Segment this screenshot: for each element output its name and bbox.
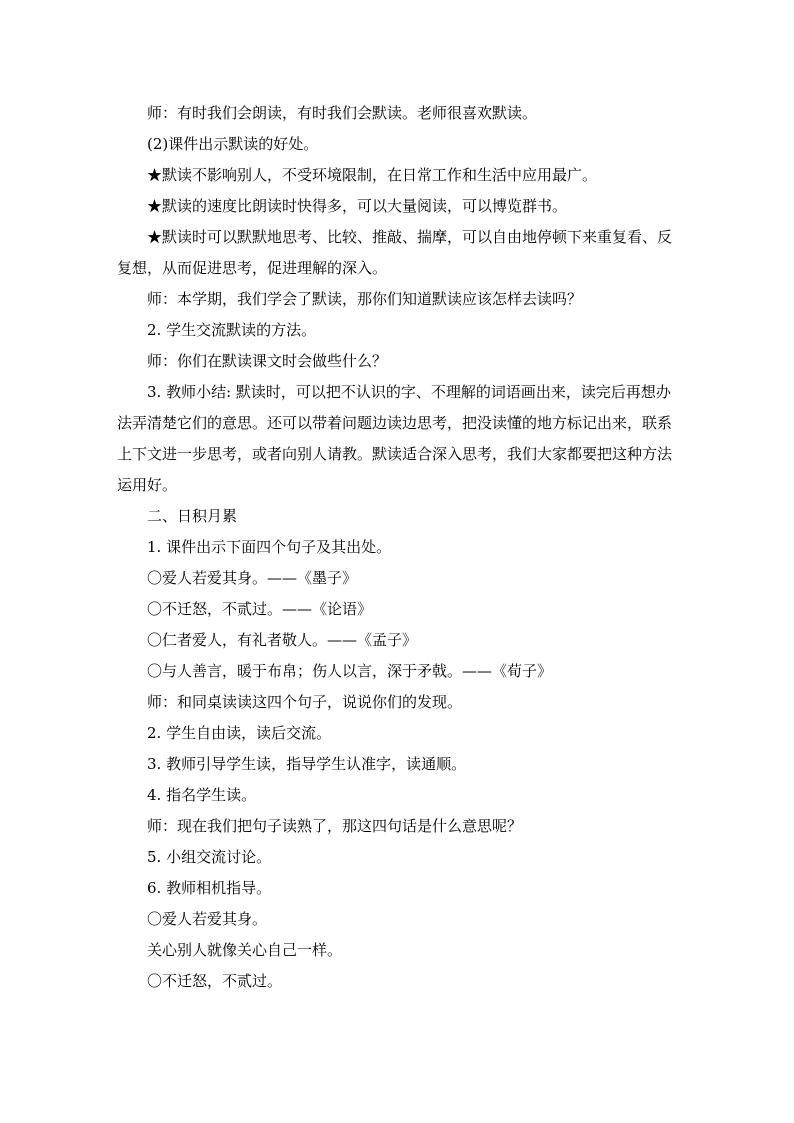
paragraph-step-6-guidance: 6. 教师相机指导。 xyxy=(147,879,272,897)
paragraph-step-2: 2. 学生交流默读的方法。 xyxy=(147,321,317,339)
paragraph-benefit-2: ★默读的速度比朗读时快得多，可以大量阅读，可以博览群书。 xyxy=(147,197,568,215)
paragraph-teacher-reading: 师：有时我们会朗读，有时我们会默读。老师很喜欢默读。 xyxy=(147,104,538,122)
paragraph-benefit-1: ★默读不影响别人，不受环境限制，在日常工作和生活中应用最广。 xyxy=(147,166,598,184)
paragraph-step-1-sentences: 1. 课件出示下面四个句子及其出处。 xyxy=(147,538,392,556)
paragraph-courseware-benefits: (2)课件出示默读的好处。 xyxy=(147,135,319,153)
paragraph-benefit-3: ★默读时可以默默地思考、比较、推敲、揣摩，可以自由地停顿下来重复看、反复想，从而促进思考，促进理解的深入。 xyxy=(117,228,673,277)
paragraph-teacher-question: 师：本学期，我们学会了默读，那你们知道默读应该怎样去读吗？ xyxy=(147,290,583,308)
quote-lunyu: 〇不迁怒，不贰过。——《论语》 xyxy=(147,600,373,618)
quote-mozi-repeat: 〇爱人若爱其身。 xyxy=(147,910,268,928)
document-body xyxy=(117,98,677,997)
paragraph-teacher-summary: 3. 教师小结: 默读时，可以把不认识的字、不理解的词语画出来，读完后再想办法弄清楚它们的意思。还可以带着问题边读边思考，把没读懂的地方标记出来，联系上下文进一步思考，或者向别人请教。默读适合深入思考，我们大家都要把这种方法运用好。 xyxy=(117,383,673,494)
section-heading-daily-accumulation: 二、日积月累 xyxy=(147,507,238,525)
paragraph-teacher-meaning: 师：现在我们把句子读熟了，那这四句话是什么意思呢？ xyxy=(147,817,523,835)
paragraph-step-3-guide: 3. 教师引导学生读，指导学生认准字，读通顺。 xyxy=(147,755,467,773)
paragraph-teacher-discover: 师：和同桌读读这四个句子，说说你们的发现。 xyxy=(147,693,463,711)
quote-lunyu-repeat: 〇不迁怒，不贰过。 xyxy=(147,972,283,990)
paragraph-explanation-mozi: 关心别人就像关心自己一样。 xyxy=(147,941,343,959)
paragraph-step-2-free-read: 2. 学生自由读，读后交流。 xyxy=(147,724,332,742)
quote-xunzi: 〇与人善言，暖于布帛；伤人以言，深于矛戟。——《荀子》 xyxy=(147,662,553,680)
quote-mengzi: 〇仁者爱人，有礼者敬人。——《孟子》 xyxy=(147,631,418,649)
quote-mozi: 〇爱人若爱其身。——《墨子》 xyxy=(147,569,358,587)
paragraph-step-5-group: 5. 小组交流讨论。 xyxy=(147,848,272,866)
paragraph-teacher-ask: 师：你们在默读课文时会做些什么？ xyxy=(147,352,388,370)
paragraph-step-4-named-read: 4. 指名学生读。 xyxy=(147,786,257,804)
